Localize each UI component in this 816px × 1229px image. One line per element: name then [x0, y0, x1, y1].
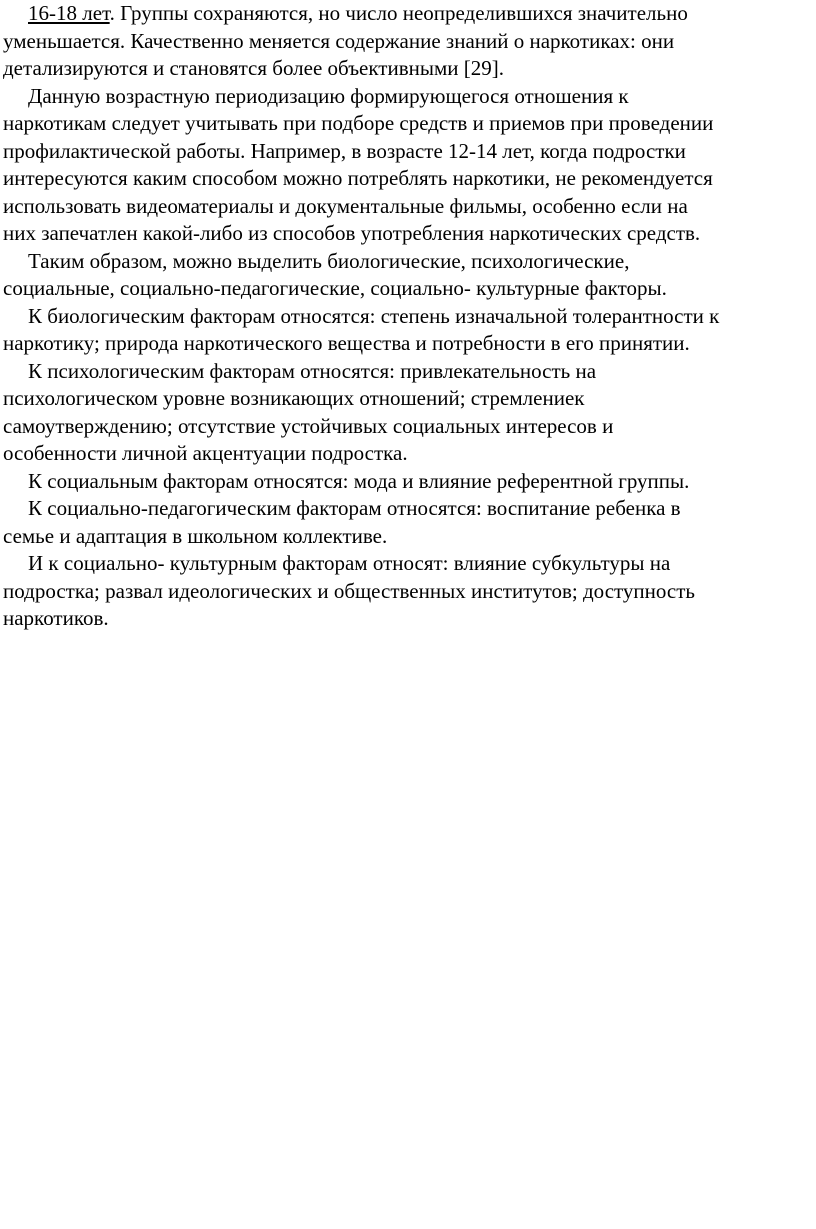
line-13: наркотику; природа наркотического вещества и потребности в его принятии. — [3, 331, 690, 355]
line-18: К социальным факторам относятся: мода и влияние референтной группы. — [28, 468, 690, 493]
line-17: особенности личной акцентуации подростка. — [3, 441, 408, 465]
line-12: К биологическим факторам относятся: степень изначальной толерантности к — [28, 303, 720, 328]
line-11: социальные, социально-педагогические, социально- культурные факторы. — [3, 276, 667, 300]
line-21: И к социально- культурным факторам относят: влияние субкультуры на — [28, 551, 671, 575]
line-15: психологическом уровне возникающих отношений; стремлениек — [3, 386, 585, 410]
line-14: К психологическим факторам относятся: привлекательность на — [28, 358, 597, 383]
line-9: них запечатлен какой-либо из способов употребления наркотических средств. — [3, 221, 701, 245]
line-1 — [3, 0, 815, 28]
line-5: наркотикам следует учитывать при подборе средств и приемов при проведении — [3, 111, 714, 135]
line-10: Таким образом, можно выделить биологические, психологические, — [28, 248, 630, 273]
line-16: самоутверждению; отсутствие устойчивых социальных интересов и — [3, 413, 614, 438]
line-6: профилактической работы. Например, в возрасте 12-14 лет, когда подростки — [3, 138, 686, 163]
line-8: использовать видеоматериалы и документальные фильмы, особенно если на — [3, 193, 688, 218]
age-period-label: 16-18 лет — [28, 1, 110, 25]
line-23: наркотиков. — [3, 606, 109, 630]
line-1-rest: . Группы сохраняются, но число неопределившихся значительно — [109, 1, 688, 25]
line-2: уменьшается. Качественно меняется содержание знаний о наркотиках: они — [3, 28, 675, 53]
line-7: интересуются каким способом можно потреблять наркотики, не рекомендуется — [3, 166, 713, 190]
document-body — [3, 0, 815, 633]
line-22: подростка; развал идеологических и общественных институтов; доступность — [3, 578, 695, 603]
line-19: К социально-педагогическим факторам относятся: воспитание ребенка в — [28, 496, 681, 520]
line-3: детализируются и становятся более объективными [29]. — [3, 56, 504, 80]
line-4: Данную возрастную периодизацию формирующегося отношения к — [28, 83, 629, 108]
line-20: семье и адаптация в школьном коллективе. — [3, 523, 388, 548]
